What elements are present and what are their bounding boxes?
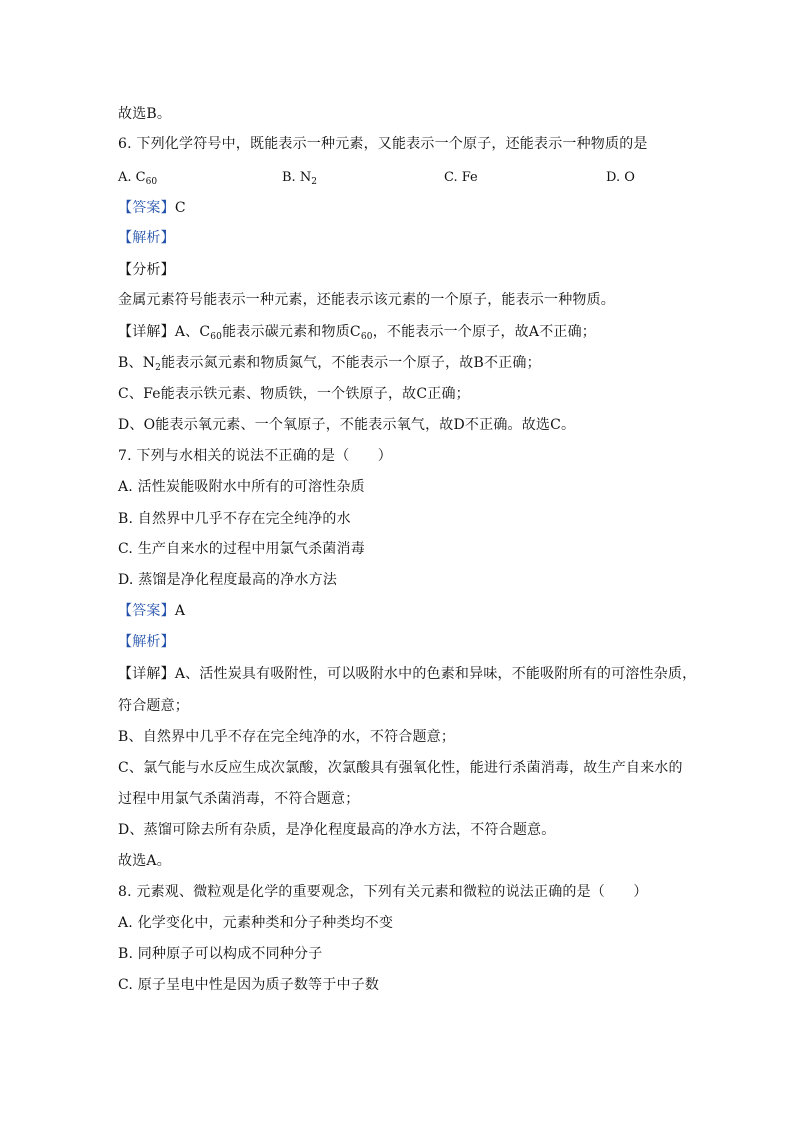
q7-option-c: C. 生产自来水的过程中用氯气杀菌消毒 bbox=[118, 541, 365, 557]
q6-option-b: B. $N_2$ bbox=[282, 170, 317, 187]
q6-detail-b: B、$N_2$能表示氮元素和物质氮气，不能表示一个原子，故B不正确； bbox=[118, 355, 541, 373]
q7-detail-a-line1: 【详解】A、活性炭具有吸附性，可以吸附水中的色素和异味，不能吸附所有的可溶性杂质， bbox=[118, 666, 697, 682]
q7-detail-c-line2: 过程中用氯气杀菌消毒，不符合题意； bbox=[118, 791, 360, 807]
q6-fenxi-text: 金属元素符号能表示一种元素，还能表示该元素的一个原子，能表示一种物质。 bbox=[118, 292, 615, 308]
q7-detail-d: D、蒸馏可除去所有杂质，是净化程度最高的净水方法，不符合题意。 bbox=[118, 822, 556, 838]
q7-answer: 【答案】A bbox=[118, 603, 186, 619]
q7-detail-c-line1: C、氯气能与水反应生成次氯酸，次氯酸具有强氧化性，能进行杀菌消毒，故生产自来水的 bbox=[118, 760, 683, 776]
q6-option-d: D. O bbox=[606, 170, 635, 185]
q7-option-d: D. 蒸馏是净化程度最高的净水方法 bbox=[118, 572, 338, 588]
q7-option-b: B. 自然界中几乎不存在完全纯净的水 bbox=[118, 511, 351, 527]
q8-option-a: A. 化学变化中，元素种类和分子种类均不变 bbox=[118, 915, 394, 931]
question-6-stem: 6. 下列化学符号中，既能表示一种元素，又能表示一个原子，还能表示一种物质的是 bbox=[118, 136, 648, 152]
answer-tag: 【答案】 bbox=[118, 200, 175, 216]
q6-option-c: C. Fe bbox=[444, 170, 478, 185]
q7-analysis-tag: 【解析】 bbox=[118, 634, 175, 650]
q6-answer: 【答案】C bbox=[118, 200, 186, 216]
q7-detail-a-line2: 符合题意； bbox=[118, 698, 189, 714]
q8-option-c: C. 原子呈电中性是因为质子数等于中子数 bbox=[118, 977, 380, 993]
q6-fenxi-tag: 【分析】 bbox=[118, 262, 175, 278]
q6-option-a: A. $C_{60}$ bbox=[118, 170, 158, 187]
question-7-stem: 7. 下列与水相关的说法不正确的是（ ） bbox=[118, 448, 393, 464]
answer-tag: 【答案】 bbox=[118, 603, 175, 619]
q6-detail-d: D、O能表示氧元素、一个氧原子，不能表示氧气，故D不正确。故选C。 bbox=[118, 417, 576, 433]
question-8-stem: 8. 元素观、微粒观是化学的重要观念，下列有关元素和微粒的说法正确的是（ ） bbox=[118, 884, 648, 900]
q6-detail-c: C、Fe能表示铁元素、物质铁，一个铁原子，故C正确； bbox=[118, 386, 470, 402]
q7-conclusion: 故选A。 bbox=[118, 853, 171, 869]
previous-conclusion: 故选B。 bbox=[118, 106, 172, 122]
q7-option-a: A. 活性炭能吸附水中所有的可溶性杂质 bbox=[118, 479, 365, 495]
q8-option-b: B. 同种原子可以构成不同种分子 bbox=[118, 946, 323, 962]
q7-detail-b: B、自然界中几乎不存在完全纯净的水，不符合题意； bbox=[118, 729, 456, 745]
q6-detail-a: 【详解】A、$C_{60}$能表示碳元素和物质$C_{60}$，不能表示一个原子，故A不正确； bbox=[118, 324, 596, 342]
q6-analysis-tag: 【解析】 bbox=[118, 230, 175, 246]
